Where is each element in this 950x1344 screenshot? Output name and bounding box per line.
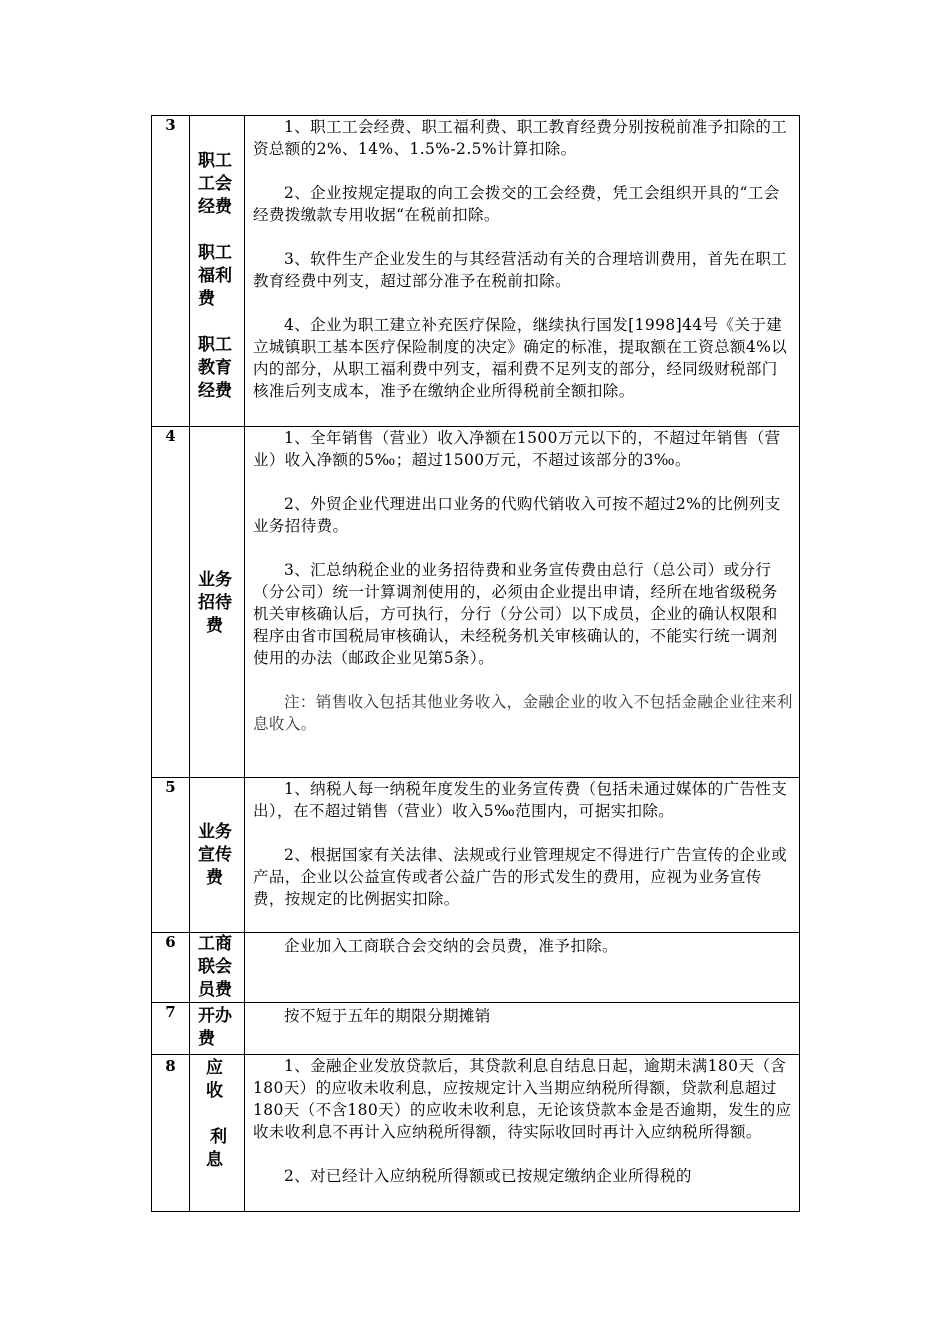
tax-deduction-table bbox=[151, 115, 800, 1212]
row-number: 8 bbox=[152, 1055, 190, 1212]
table-row bbox=[152, 116, 800, 427]
paragraph: 2、外贸企业代理进出口业务的代购代销收入可按不超过2%的比例列支业务招待费。 bbox=[253, 495, 781, 535]
category-cell: 开办 费 bbox=[190, 1003, 245, 1055]
paragraph: 3、软件生产企业发生的与其经营活动有关的合理培训费用，首先在职工教育经费中列支，超过部分准予在税前扣除。 bbox=[253, 250, 788, 290]
paragraph: 1、纳税人每一纳税年度发生的业务宣传费（包括未通过媒体的广告性支出），在不超过销售（营业）收入5‰范围内，可据实扣除。 bbox=[253, 780, 788, 820]
paragraph: 1、金融企业发放贷款后，其贷款利息自结息日起，逾期未满180天（含180天）的应收未收利息，应按规定计入当期应纳税所得额，贷款利息超过180天（不含180天）的应收未收利息，无论该贷款本金是否逾期，发生的应收未收利息不再计入应纳税所得额，待实际收回时再计入应纳税所得额。 bbox=[253, 1057, 792, 1141]
category-cell: 业务 宣传 费 bbox=[190, 778, 245, 933]
paragraph: 2、企业按规定提取的向工会拨交的工会经费，凭工会组织开具的“工会经费拨缴款专用收据“在税前扣除。 bbox=[253, 184, 780, 224]
content-cell bbox=[245, 778, 800, 933]
table-row bbox=[152, 1055, 800, 1212]
category-cell: 应 收 利 息 bbox=[190, 1055, 245, 1212]
content-cell bbox=[245, 933, 800, 1003]
paragraph: 2、根据国家有关法律、法规或行业管理规定不得进行广告宣传的企业或产品，企业以公益宣传或者公益广告的形式发生的费用，应视为业务宣传费，按规定的比例据实扣除。 bbox=[253, 846, 788, 908]
content-cell bbox=[245, 116, 800, 427]
paragraph: 企业加入工商联合会交纳的会员费，准予扣除。 bbox=[284, 937, 618, 955]
content-cell bbox=[245, 427, 800, 778]
table-row bbox=[152, 427, 800, 778]
row-number: 4 bbox=[152, 427, 190, 778]
row-number: 6 bbox=[152, 933, 190, 1003]
paragraph: 2、对已经计入应纳税所得额或已按规定缴纳企业所得税的 bbox=[284, 1167, 692, 1185]
note-paragraph: 注：销售收入包括其他业务收入，金融企业的收入不包括金融企业往来利息收入。 bbox=[253, 693, 793, 733]
paragraph: 3、汇总纳税企业的业务招待费和业务宣传费由总行（总公司）或分行（分公司）统一计算调剂使用的，必须由企业提出申请，经所在地省级税务机关审核确认后，方可执行，分行（分公司）以下成员，企业的确认权限和程序由省市国税局审核确认，未经税务机关审核确认的，不能实行统一调剂使用的办法（邮政企业见第5条）。 bbox=[253, 561, 778, 667]
table-row bbox=[152, 1003, 800, 1055]
paragraph: 1、职工工会经费、职工福利费、职工教育经费分别按税前准予扣除的工资总额的2%、14%、1.5%-2.5%计算扣除。 bbox=[253, 118, 788, 158]
content-cell bbox=[245, 1055, 800, 1212]
content-cell bbox=[245, 1003, 800, 1055]
row-number: 7 bbox=[152, 1003, 190, 1055]
row-number: 5 bbox=[152, 778, 190, 933]
paragraph: 按不短于五年的期限分期摊销 bbox=[284, 1007, 491, 1025]
category-cell: 工商 联会 员费 bbox=[190, 933, 245, 1003]
table-row bbox=[152, 778, 800, 933]
category-cell: 业务 招待 费 bbox=[190, 427, 245, 778]
table-row bbox=[152, 933, 800, 1003]
row-number: 3 bbox=[152, 116, 190, 427]
paragraph: 4、企业为职工建立补充医疗保险，继续执行国发[1998]44号《关于建立城镇职工基本医疗保险制度的决定》确定的标准，提取额在工资总额4%以内的部分，从职工福利费中列支，福利费不足列支的部分，经同级财税部门核准后列支成本，准予在缴纳企业所得税前全额扣除。 bbox=[253, 316, 788, 400]
paragraph: 1、全年销售（营业）收入净额在1500万元以下的，不超过年销售（营业）收入净额的5‰；超过1500万元，不超过该部分的3‰。 bbox=[253, 429, 781, 469]
category-cell: 职工 工会 经费 职工 福利 费 职工 教育 经费 bbox=[190, 116, 245, 427]
